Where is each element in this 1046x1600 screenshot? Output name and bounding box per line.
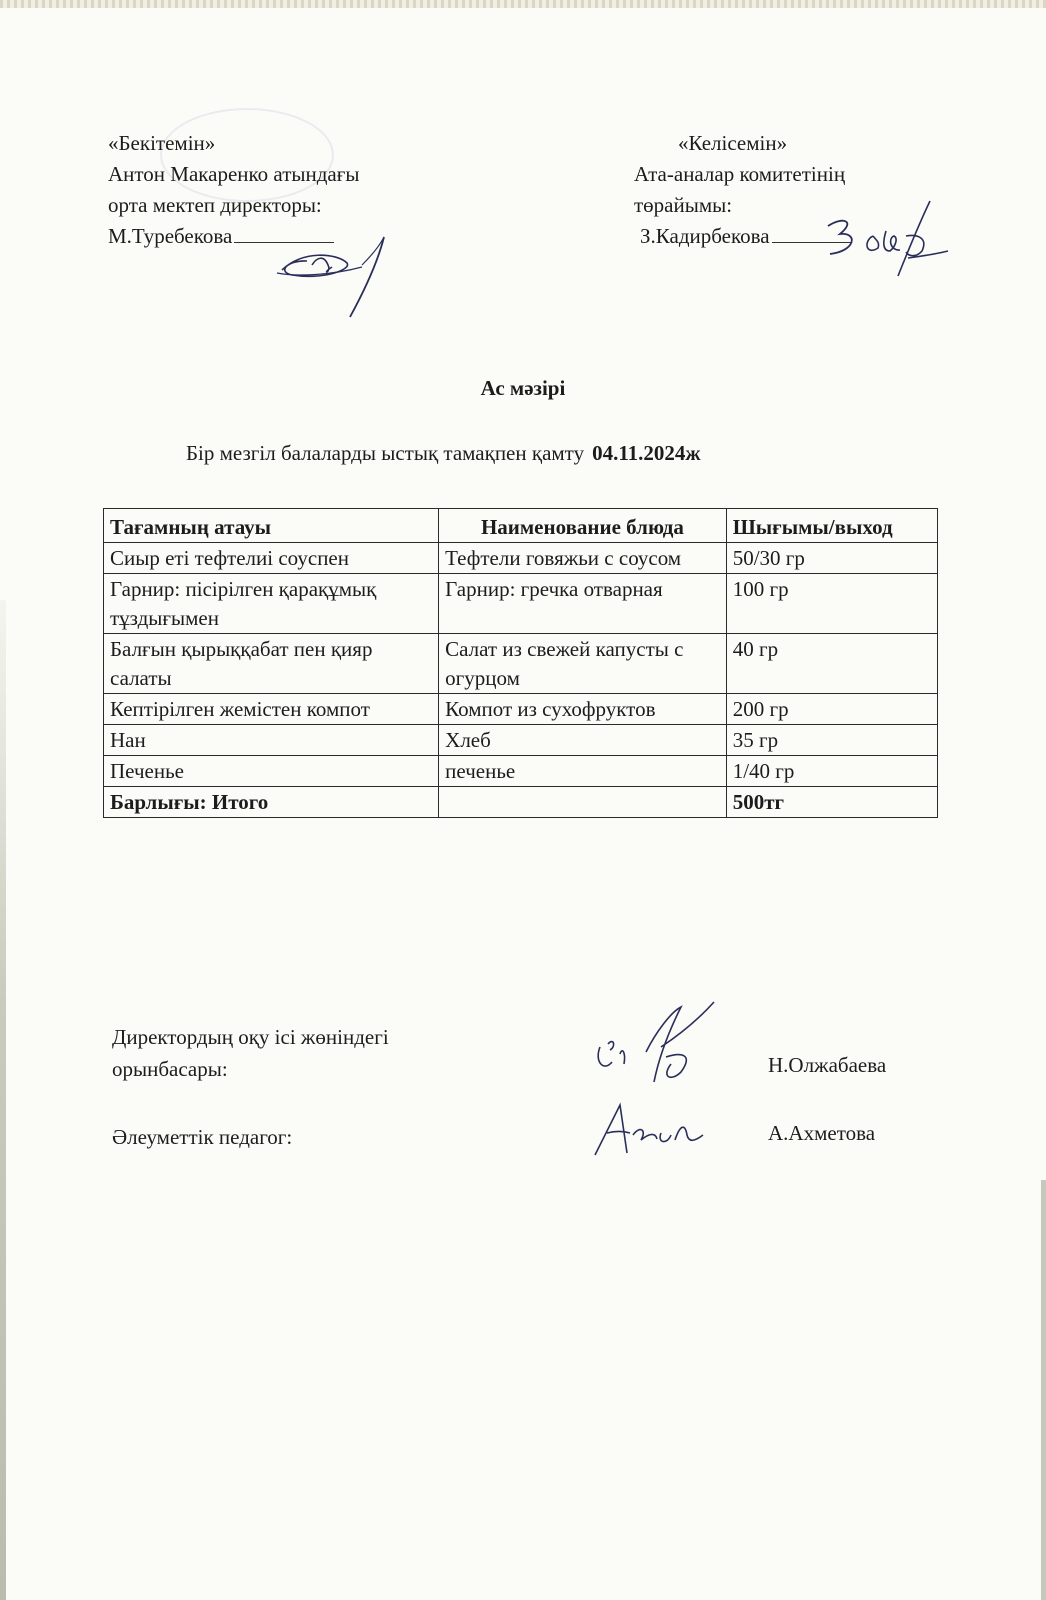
total-label: Барлығы: Итого xyxy=(104,787,439,818)
table-row xyxy=(104,756,938,787)
agree-name: З.Кадирбекова xyxy=(640,224,770,248)
page-title: Ас мәзірі xyxy=(480,376,566,400)
cell-ru: Тефтели говяжьи с соусом xyxy=(439,543,727,574)
cell-kz: Печенье xyxy=(104,756,439,787)
page-edge-right xyxy=(1041,1180,1046,1600)
table-total-row xyxy=(104,787,938,818)
cell-output: 1/40 гр xyxy=(726,756,937,787)
page-edge-top xyxy=(0,0,1046,8)
table-row xyxy=(104,543,938,574)
pedagogue-name: А.Ахметова xyxy=(768,1121,876,1145)
cell-kz: Нан xyxy=(104,725,439,756)
cell-output: 35 гр xyxy=(726,725,937,756)
cell-ru: Хлеб xyxy=(439,725,727,756)
cell-output: 50/30 гр xyxy=(726,543,937,574)
menu-table xyxy=(103,508,938,818)
total-value: 500тг xyxy=(726,787,937,818)
subtitle xyxy=(186,441,701,466)
header-ru: Наименование блюда xyxy=(439,509,727,543)
header-output: Шығымы/выход xyxy=(726,509,937,543)
deputy-line2: орынбасары: xyxy=(112,1057,228,1081)
cell-ru: Салат из свежей капусты с огурцом xyxy=(439,634,727,694)
cell-ru: Компот из сухофруктов xyxy=(439,694,727,725)
pedagogue-signature xyxy=(585,1095,710,1165)
cell-kz: Сиыр еті тефтелиі соуспен xyxy=(104,543,439,574)
cell-ru: Гарнир: гречка отварная xyxy=(439,574,727,634)
total-ru xyxy=(439,787,727,818)
header-kz: Тағамның атауы xyxy=(104,509,439,543)
deputy-name: Н.Олжабаева xyxy=(768,1053,887,1077)
approve-title: «Бекітемін» xyxy=(108,131,216,155)
agree-line1: Ата-аналар комитетінің xyxy=(634,162,846,186)
subtitle-date: 04.11.2024ж xyxy=(592,441,701,465)
table-row xyxy=(104,574,938,634)
cell-ru: печенье xyxy=(439,756,727,787)
agree-line2: төрайымы: xyxy=(634,193,733,217)
table-row xyxy=(104,634,938,694)
cell-kz: Балғын қырыққабат пен қияр салаты xyxy=(104,634,439,694)
page-edge-left xyxy=(0,600,6,1600)
agree-title: «Келісемін» xyxy=(678,131,788,155)
approve-name: М.Туребекова xyxy=(108,224,233,248)
cell-output: 200 гр xyxy=(726,694,937,725)
table-row xyxy=(104,725,938,756)
deputy-title xyxy=(112,1021,389,1085)
committee-signature xyxy=(818,196,953,286)
cell-kz: Кептірілген жемістен компот xyxy=(104,694,439,725)
cell-output: 40 гр xyxy=(726,634,937,694)
subtitle-text: Бір мезгіл балаларды ыстық тамақпен қамту xyxy=(186,441,585,465)
approve-line1: Антон Макаренко атындағы xyxy=(108,162,360,186)
director-signature xyxy=(262,225,402,320)
deputy-signature xyxy=(586,992,726,1092)
table-row xyxy=(104,694,938,725)
table-header-row xyxy=(104,509,938,543)
deputy-line1: Директордың оқу ісі жөніндегі xyxy=(112,1025,389,1049)
approve-line2: орта мектеп директоры: xyxy=(108,193,322,217)
pedagogue-title: Әлеуметтік педагог: xyxy=(112,1125,293,1149)
cell-output: 100 гр xyxy=(726,574,937,634)
cell-kz: Гарнир: пісірілген қарақұмық тұздығымен xyxy=(104,574,439,634)
